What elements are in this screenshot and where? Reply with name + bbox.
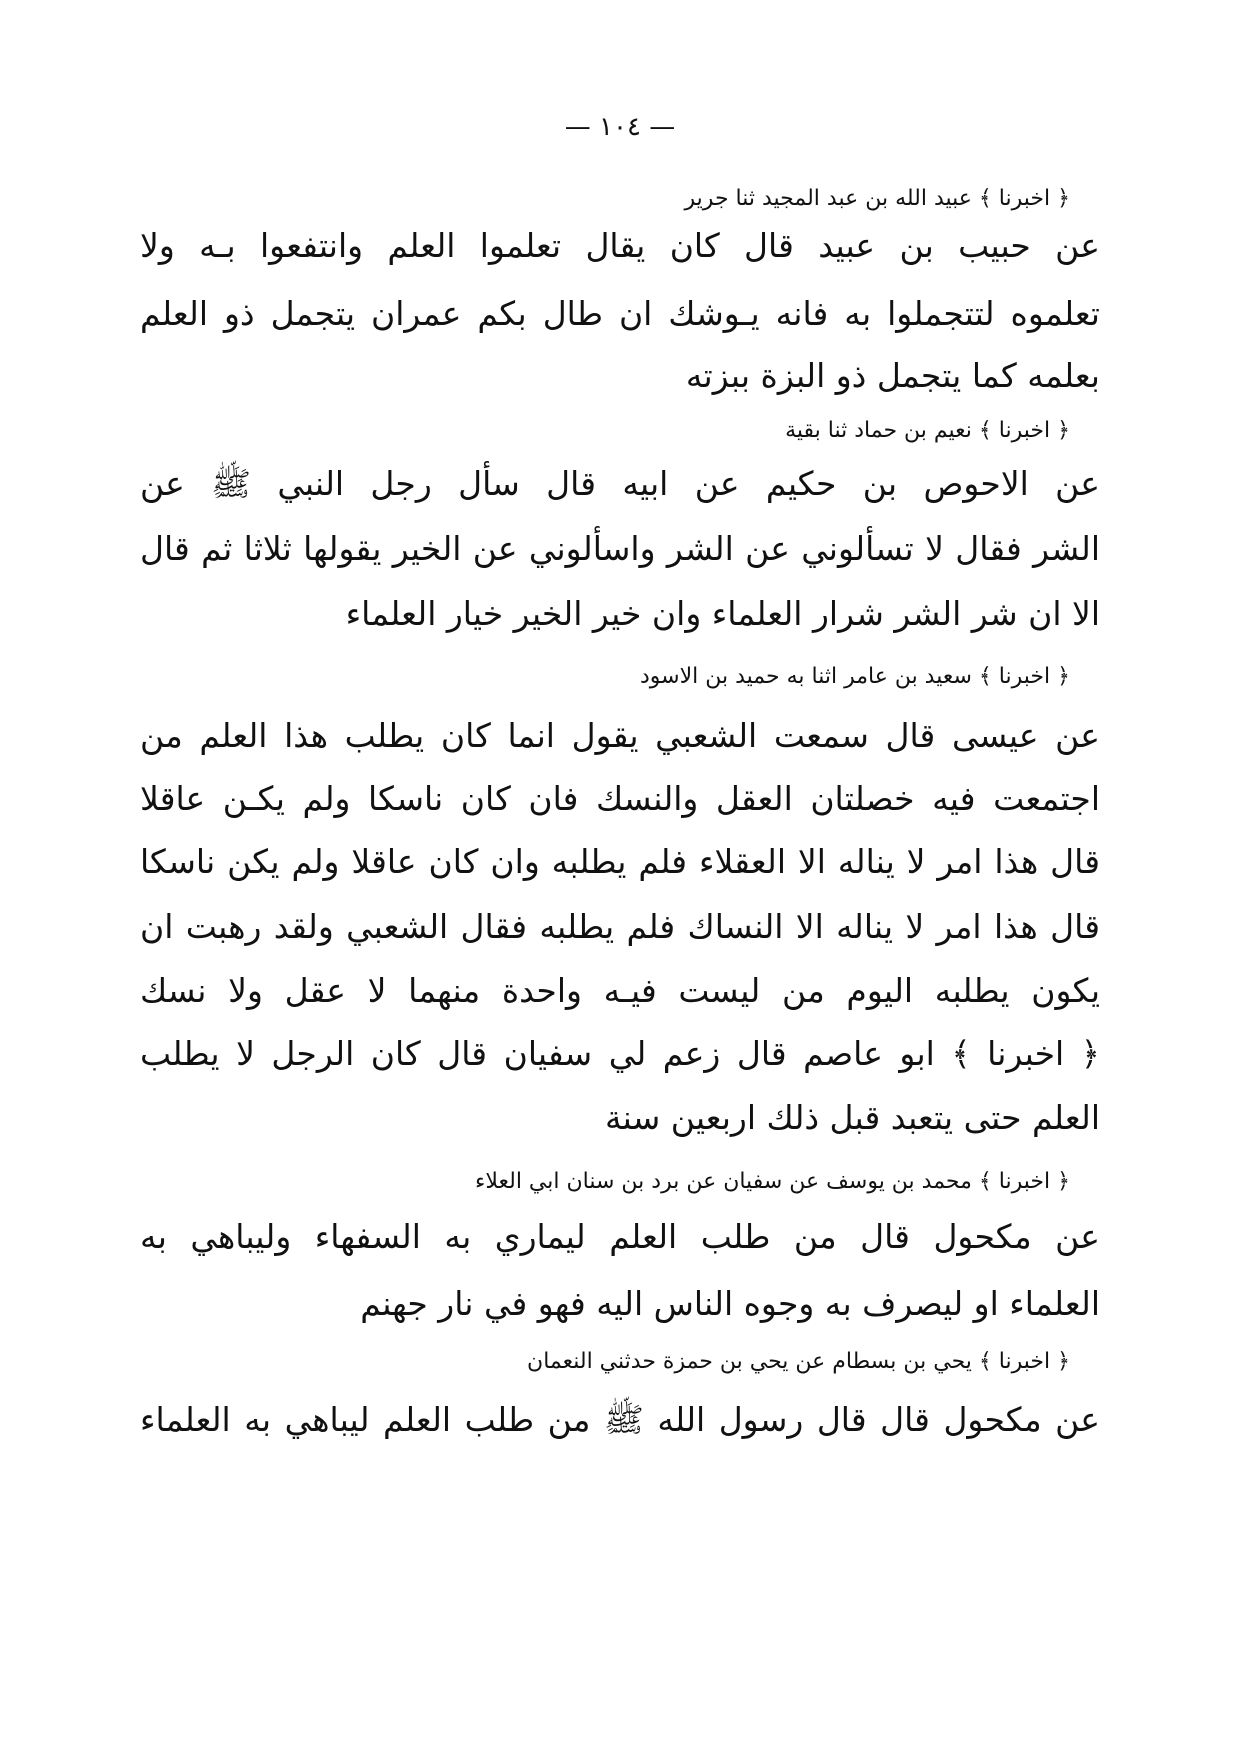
text-line: يكون يطلبه اليوم من ليست فيـه واحدة منهما لا عقل ولا نسك: [140, 971, 1100, 1010]
text-line: قال هذا امر لا يناله الا العقلاء فلم يطلبه وان كان عاقلا ولم يكن ناسكا: [140, 842, 1100, 881]
isnad-line: ﴿ اخبرنا ﴾ سعيد بن عامر اثنا به حميد بن الاسود: [639, 664, 1070, 689]
text-line: عن مكحول قال قال رسول الله ﷺ من طلب العلم ليباهي به العلماء: [140, 1400, 1100, 1439]
text-line: تعلموه لتتجملوا به فانه يـوشك ان طال بكم عمران يتجمل ذو العلم: [140, 294, 1100, 333]
text-line: عن الاحوص بن حكيم عن ابيه قال سأل رجل النبي ﷺ عن: [140, 464, 1100, 503]
text-line: العلماء او ليصرف به وجوه الناس اليه فهو في نار جهنم: [360, 1284, 1100, 1323]
text-line: عن مكحول قال من طلب العلم ليماري به السفهاء وليباهي به: [140, 1217, 1100, 1256]
text-line: اجتمعت فيه خصلتان العقل والنسك فان كان ناسكا ولم يكـن عاقلا: [140, 779, 1100, 818]
text-line: الا ان شر الشر شرار العلماء وان خير الخير خيار العلماء: [345, 594, 1100, 633]
page-number: — ١٠٤ —: [564, 112, 676, 142]
text-line: عن حبيب بن عبيد قال كان يقال تعلموا العلم وانتفعوا بـه ولا: [140, 226, 1100, 265]
text-line: ﴿ اخبرنا ﴾ ابو عاصم قال زعم لي سفيان قال كان الرجل لا يطلب: [140, 1034, 1100, 1073]
isnad-line: ﴿ اخبرنا ﴾ يحي بن بسطام عن يحي بن حمزة حدثني النعمان: [527, 1349, 1070, 1374]
text-line: عن عيسى قال سمعت الشعبي يقول انما كان يطلب هذا العلم من: [140, 716, 1100, 755]
isnad-line: ﴿ اخبرنا ﴾ نعيم بن حماد ثنا بقية: [785, 418, 1070, 443]
text-line: الشر فقال لا تسألوني عن الشر واسألوني عن الخير يقولها ثلاثا ثم قال: [140, 529, 1100, 568]
text-line: قال هذا امر لا يناله الا النساك فلم يطلبه فقال الشعبي ولقد رهبت ان: [140, 907, 1100, 946]
isnad-line: ﴿ اخبرنا ﴾ محمد بن يوسف عن سفيان عن برد بن سنان ابي العلاء: [475, 1169, 1070, 1194]
text-line: العلم حتى يتعبد قبل ذلك اربعين سنة: [604, 1098, 1100, 1137]
isnad-line: ﴿ اخبرنا ﴾ عبيد الله بن عبد المجيد ثنا جرير: [684, 186, 1070, 211]
text-line: بعلمه كما يتجمل ذو البزة ببزته: [685, 356, 1100, 395]
